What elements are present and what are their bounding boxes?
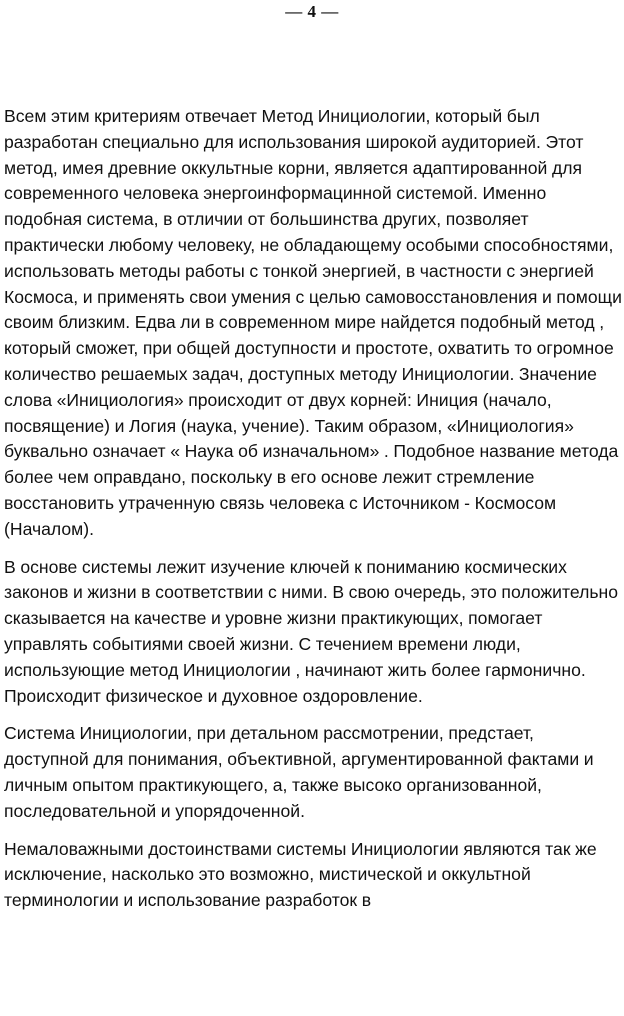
paragraph-2: В основе системы лежит изучение ключей к пониманию космических законов и жизни в соответствии с ними. В свою очередь, это положительно сказывается на качестве и уровне жизни практикующих, помогает управлять событиями своей жизни. С течением времени люди, использующие метод Инициологии , начинают жить более гармонично. Происходит физическое и духовное оздоровление. <box>4 556 619 706</box>
paragraph-4: Немаловажными достоинствами системы Инициологии являются так же исключение, насколько это возможно, мистической и оккультной терминологии и использование разработок в <box>4 838 597 911</box>
page-number: — 4 — <box>285 2 339 21</box>
document-body <box>4 104 622 926</box>
paragraph-1: Всем этим критериям отвечает Метод Инициологии, который был разработан специально для использования широкой аудиторией. Этот метод, имея древние оккультные корни, является адаптированной для современного человека энергоинформацинной системой. Именно подобная система, в отличии от большинства других, позволяет практически любому человеку, не обладающему особыми способностями, использовать методы работы с тонкой энергией, в частности с энергией Космоса, и применять свои умения с целью самовосстановления и помощи своим близким. Едва ли в современном мире найдется подобный метод , который сможет, при общей доступности и простоте, охватить то огромное количество решаемых задач, доступных методу Инициологии. Значение слова «Инициология» происходит от двух корней: Иниция (начало, посвящение) и Логия (наука, учение). Таким образом, «Инициология» буквально означает « Наука об изначальном» . Подобное название метода более чем оправдано, поскольку в его основе лежит стремление восстановить утраченную связь человека с Источником - Космосом (Началом). <box>4 106 622 539</box>
paragraph-3: Система Инициологии, при детальном рассмотрении, предстает, доступной для понимания, объективной, аргументированной фактами и личным опытом практикующего, а, также высоко организованной, последовательной и упорядоченной. <box>4 723 594 821</box>
